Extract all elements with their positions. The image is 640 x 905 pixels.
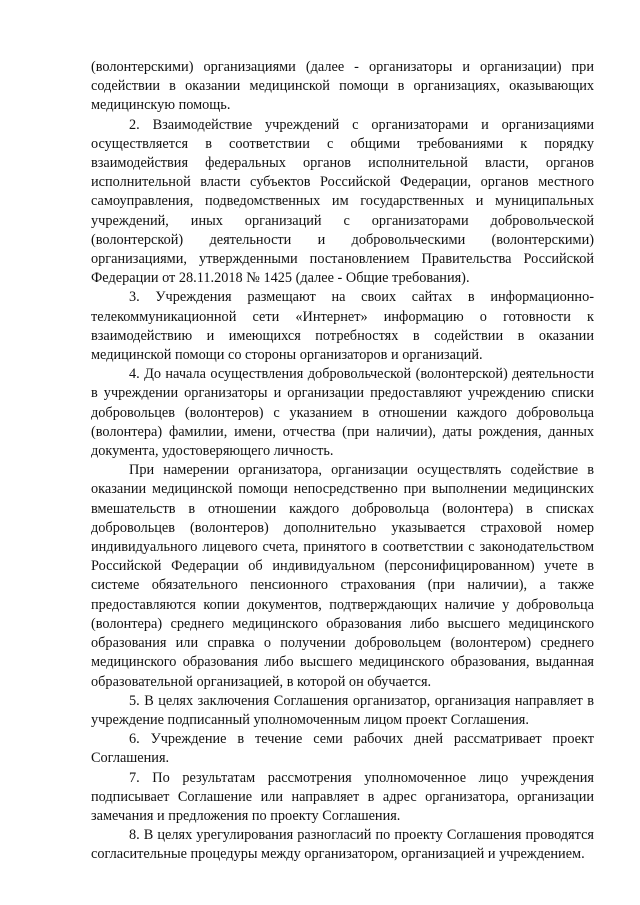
paragraph-item-8: 8. В целях урегулирования разногласий по проекту Соглашения проводятся согласительные процедуры между организатором, организацией и учреждением. — [91, 827, 594, 863]
paragraph-item-4: 4. До начала осуществления добровольческой (волонтерской) деятельности в учреждении организаторы и организации предоставляют учреждению списки добровольцев (волонтеров) с указанием в отношении каждого добровольца (волонтера) фамилии, имени, отчества (при наличии), даты рождения, данных документа, удостоверяющего личность. — [91, 366, 594, 460]
paragraph-item-4-continuation: При намерении организатора, организации осуществлять содействие в оказании медицинской помощи непосредственно при выполнении медицинских вмешательств в отношении каждого добровольца (волонтера) в списках добровольцев (волонтеров) дополнительно указывается страховой номер индивидуального лицевого счета, принятого в соответствии с законодательством Российской Федерации об индивидуальном (персонифицированном) учете в системе обязательного пенсионного страхования (при наличии), а также предоставляются копии документов, подтверждающих наличие у добровольца (волонтера) среднего медицинского образования либо высшего медицинского образования или справка о получении добровольцем (волонтером) среднего медицинского образования либо высшего медицинского образования, выданная образовательной организацией, в которой он обучается. — [91, 462, 594, 690]
paragraph-item-6: 6. Учреждение в течение семи рабочих дней рассматривает проект Соглашения. — [91, 731, 594, 767]
paragraph-item-2: 2. Взаимодействие учреждений с организаторами и организациями осуществляется в соответствии с общими требованиями к порядку взаимодействия федеральных органов исполнительной власти, органов исполнительной власти субъектов Российской Федерации, органов местного самоуправления, подведомственных им государственных и муниципальных учреждений, иных организаций с организаторами добровольческой (волонтерской) деятельности и добровольческими (волонтерскими) организациями, утвержденными постановлением Правительства Российской Федерации от 28.11.2018 № 1425 (далее - Общие требования). — [91, 116, 594, 287]
document-page — [91, 58, 594, 865]
paragraph-item-7: 7. По результатам рассмотрения уполномоченное лицо учреждения подписывает Соглашение или направляет в адрес организатора, организации замечания и предложения по проекту Соглашения. — [91, 769, 594, 824]
paragraph-continuation: (волонтерскими) организациями (далее - организаторы и организации) при содействии в оказании медицинской помощи в организациях, оказывающих медицинскую помощь. — [91, 59, 594, 114]
paragraph-item-5: 5. В целях заключения Соглашения организатор, организация направляет в учреждение подписанный уполномоченным лицом проект Соглашения. — [91, 692, 594, 728]
paragraph-item-3: 3. Учреждения размещают на своих сайтах в информационно-телекоммуникационной сети «Интернет» информацию о готовности к взаимодействию и имеющихся потребностях в содействии в оказании медицинской помощи со стороны организаторов и организаций. — [91, 289, 594, 364]
